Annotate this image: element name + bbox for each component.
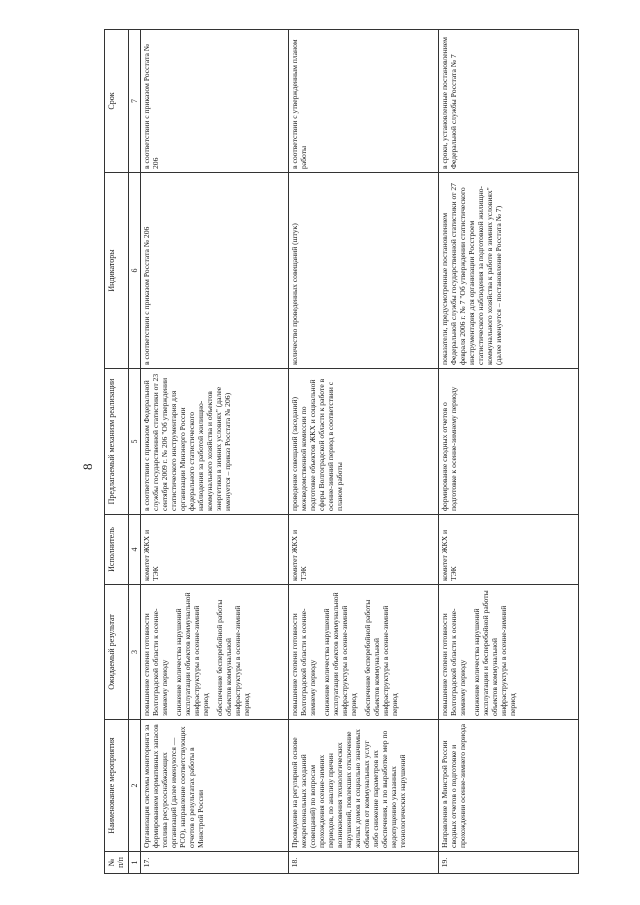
header-name: Наименование мероприятия [105,720,129,852]
column-number: 1 [128,852,140,874]
result-item: обеспечение бесперебойной работы объектов коммунальной инфраструктуры в осенне-зимний период [214,599,251,716]
mechanism: формирование сводных отчетов о подготовке к осенне-зимнему периоду [439,369,579,515]
column-number: 7 [128,30,140,173]
measures-table [104,29,579,874]
indicators: количество проведенных совещаний (штук) [289,173,439,369]
table-row [141,30,289,874]
result-item: повышение степени готовности Волгоградской области к осенне-зимнему периоду [290,608,318,716]
measure-name: Проведение на регулярной основе межрегиональных заседаний (совещаний) по вопросам прохождения осенне-зимних периодов, по анализу причин возникновения технологических нарушений, повлекших отключение жилых домов и социально значимых объектов от коммунальных услуг либо снижение параметров их обеспечения, и по выработке мер по недопущению указанных технологических нарушений [289,720,439,852]
header-num: № п/п [105,852,129,874]
expected-result [439,585,579,720]
header-result: Ожидаемый результат [105,585,129,720]
executor: комитет ЖКХ и ТЭК [141,515,289,585]
result-item: повышение степени готовности Волгоградской области к осенне-зимнему периоду [440,608,468,716]
term: в соответствии с приказом Росстата № 206 [141,30,289,173]
column-number: 2 [128,720,140,852]
header-indicators: Индикаторы [105,173,129,369]
indicators: в соответствии с приказом Росстата № 206 [141,173,289,369]
executor: комитет ЖКХ и ТЭК [439,515,579,585]
table-row [289,30,439,874]
indicators: показатели, предусмотренные постановлением Федеральной службы государственной статистики от 27 февраля 2006 г. № 7 "Об утверждении статистического инструментария для организации Росстроем статистического наблюдения за подготовкой жилищно-коммунального хозяйства к работе в зимних условиях" (далее именуется – постановление Росстата № 7) [439,173,579,369]
expected-result [141,585,289,720]
column-number-row [128,30,140,874]
result-item: обеспечение бесперебойной работы объектов коммунальной инфраструктуры в осенне-зимний период [362,599,399,716]
column-number: 5 [128,369,140,515]
term: в сроки, установленные постановлением Федеральной службы Росстата № 7 [439,30,579,173]
result-item: снижение количества нарушений эксплуатации объектов коммунальной инфраструктуры в осенне-зимний период [322,592,359,716]
row-number: 18. [289,852,439,874]
executor: комитет ЖКХ и ТЭК [289,515,439,585]
page-number: 8 [80,463,95,470]
result-item: снижение количества нарушений эксплуатации и бесперебойной работы объектов коммунальной инфраструктуры в осенне-зимний период [472,590,517,716]
result-item: повышение степени готовности Волгоградской области к осенне-зимнему периоду [142,608,170,716]
measure-name: Организация системы мониторинга за формированием нормативных запасов топлива ресурсоснабжающих организаций (далее именуются — РСО), направление соответствующих отчетов о результатах работы в Минстрой России [141,720,289,852]
column-number: 6 [128,173,140,369]
header-mechanism: Предлагаемый механизм реализации [105,369,129,515]
measure-name: Направление в Минстрой России сводных отчетов о подготовке и прохождении осенне-зимнего периода [439,720,579,852]
column-number: 3 [128,585,140,720]
result-item: снижение количества нарушений эксплуатации объектов коммунальной инфраструктуры в осенне-зимний период [174,592,211,716]
row-number: 19. [439,852,579,874]
expected-result [289,585,439,720]
header-term: Срок [105,30,129,173]
rotated-sheet [72,20,592,880]
mechanism: проведение совещаний (заседаний) межведомственной комиссии по подготовке объектов ЖКХ и социальной сферы Волгоградской области к работе в осенне-зимний период в соответствии с планом работы [289,369,439,515]
term: в соответствии с утвержденным планом работы [289,30,439,173]
header-executor: Исполнитель [105,515,129,585]
table-row [439,30,579,874]
column-number: 4 [128,515,140,585]
table-header-row [105,30,129,874]
row-number: 17. [141,852,289,874]
mechanism: в соответствии с приказом Федеральной службы государственной статистики от 23 сентября 2009 г. № 206 "Об утверждении статистического инструментария для организации Минэнерго России федерального статистического наблюдения за работой жилищно-коммунального хозяйства и объектов энергетики в зимних условиях" (далее именуется – приказ Росстата № 206) [141,369,289,515]
